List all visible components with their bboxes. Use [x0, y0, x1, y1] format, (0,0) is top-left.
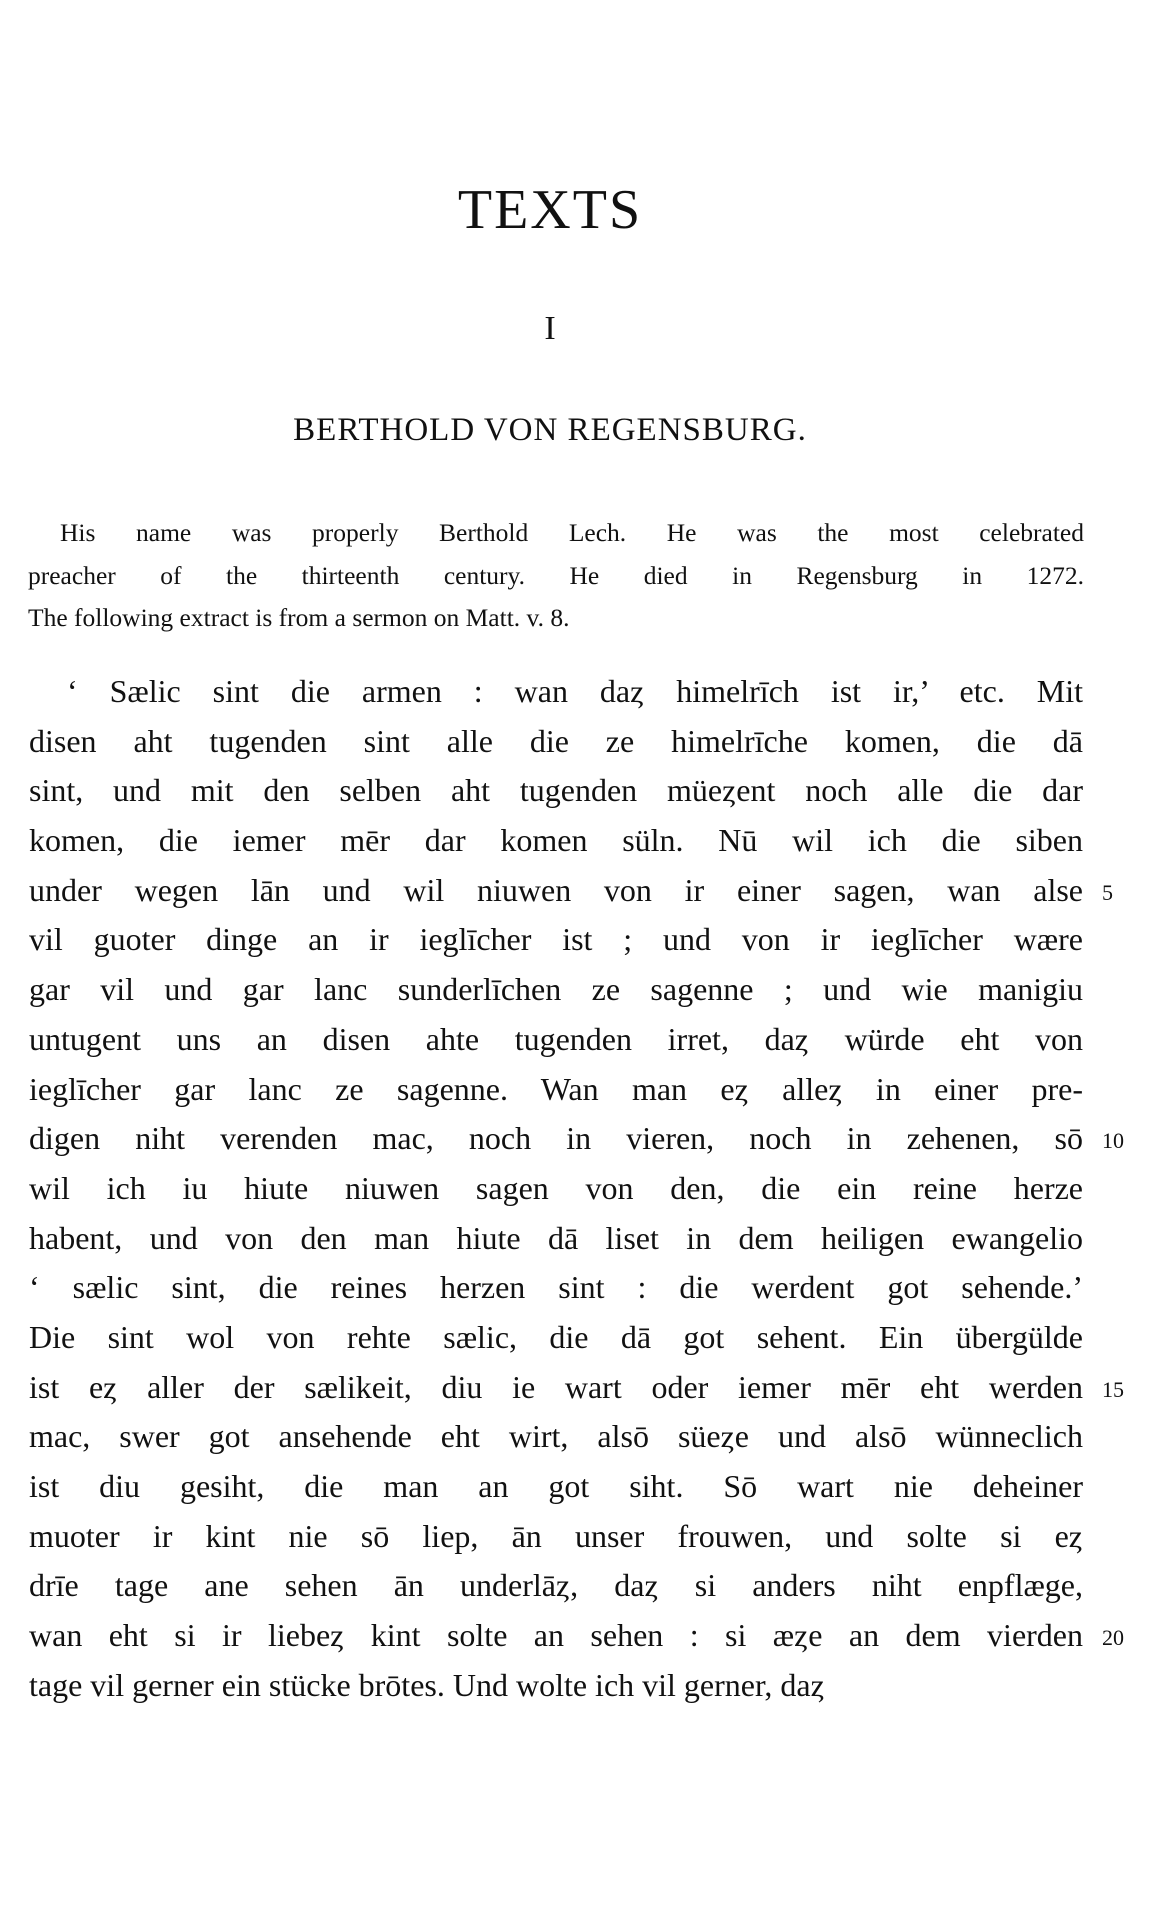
line-text: muoter ir kint nie sō liep, ān unser frouwen, und solte si eȥ: [29, 1517, 1083, 1554]
line-text: gar vil und gar lanc sunderlīchen ze sagenne ; und wie manigiu: [29, 971, 1083, 1008]
page-title: TEXTS: [457, 179, 643, 241]
text-line: [29, 1065, 1083, 1115]
text-line: [29, 1412, 1083, 1462]
line-text: wan eht si ir liebeȥ kint solte an sehen : si æȥe an dem vierden: [29, 1617, 1083, 1654]
line-text: wil ich iu hiute niuwen sagen von den, die ein reine herze: [29, 1169, 1083, 1206]
text-line: [29, 1512, 1083, 1562]
text-line: [29, 915, 1083, 965]
text-line: [29, 1263, 1083, 1313]
line-text: ‘ sælic sint, die reines herzen sint : die werdent got sehende.’: [29, 1269, 1083, 1306]
intro-paragraph: [28, 512, 1084, 640]
line-text: komen, die iemer mēr dar komen süln. Nū wil ich die siben: [29, 822, 1083, 859]
text-line: [29, 1611, 1124, 1661]
line-text: vil guoter dinge an ir ieglīcher ist ; und von ir ieglīcher wære: [29, 921, 1083, 958]
line-number: 15: [1102, 1376, 1124, 1402]
line-text: habent, und von den man hiute dā liset in dem heiligen ewangelio: [29, 1219, 1083, 1256]
text-line: [29, 1015, 1083, 1065]
line-number: 10: [1102, 1128, 1124, 1154]
intro-line: His name was properly Berthold Lech. He was the most celebrated: [60, 518, 1084, 547]
text-line: [29, 717, 1083, 767]
line-text: mac, swer got ansehende eht wirt, alsō süeȥe und alsō wünneclich: [29, 1418, 1083, 1455]
text-line: [29, 766, 1083, 816]
line-text: under wegen lān und wil niuwen von ir einer sagen, wan alse: [29, 871, 1083, 908]
text-line: [29, 1561, 1083, 1611]
line-text: ‘ Sælic sint die armen : wan daȥ himelrīch ist ir,’ etc. Mit: [67, 673, 1083, 709]
text-line: [29, 1313, 1083, 1363]
text-line: [29, 1661, 1083, 1711]
line-text: untugent uns an disen ahte tugenden irret, daȥ würde eht von: [29, 1020, 1083, 1057]
text-line: [29, 1462, 1083, 1512]
line-number: 5: [1102, 879, 1113, 905]
section-heading: BERTHOLD VON REGENSBURG.: [293, 412, 807, 448]
line-text: ieglīcher gar lanc ze sagenne. Wan man eȥ alleȥ in einer pre-: [29, 1070, 1083, 1107]
text-line: [29, 866, 1113, 916]
line-text: Die sint wol von rehte sælic, die dā got sehent. Ein übergülde: [29, 1318, 1083, 1355]
line-text: drīe tage ane sehen ān underlāȥ, daȥ si anders niht enpflæge,: [29, 1567, 1083, 1604]
text-line: [29, 1114, 1124, 1164]
text-body: [29, 667, 1124, 1710]
line-text: disen aht tugenden sint alle die ze himelrīche komen, die dā: [29, 722, 1083, 759]
intro-line: preacher of the thirteenth century. He died in Regensburg in 1272.: [28, 560, 1084, 590]
text-line: [29, 816, 1083, 866]
line-text: digen niht verenden mac, noch in vieren, noch in zehenen, sō: [29, 1120, 1083, 1157]
text-line: [29, 965, 1083, 1015]
section-numeral: I: [544, 310, 556, 347]
line-text: sint, und mit den selben aht tugenden müeȥent noch alle die dar: [29, 772, 1083, 809]
text-line: [29, 1363, 1124, 1413]
line-number: 20: [1102, 1625, 1124, 1651]
text-line: [29, 1214, 1083, 1264]
text-line: [29, 667, 1083, 717]
line-text: tage vil gerner ein stücke brōtes. Und wolte ich vil gerner, daȥ: [29, 1666, 825, 1703]
text-line: [29, 1164, 1083, 1214]
intro-line: The following extract is from a sermon on Matt. v. 8.: [28, 603, 570, 632]
line-text: ist diu gesiht, die man an got siht. Sō wart nie deheiner: [29, 1468, 1083, 1504]
line-text: ist eȥ aller der sælikeit, diu ie wart oder iemer mēr eht werden: [29, 1368, 1083, 1405]
